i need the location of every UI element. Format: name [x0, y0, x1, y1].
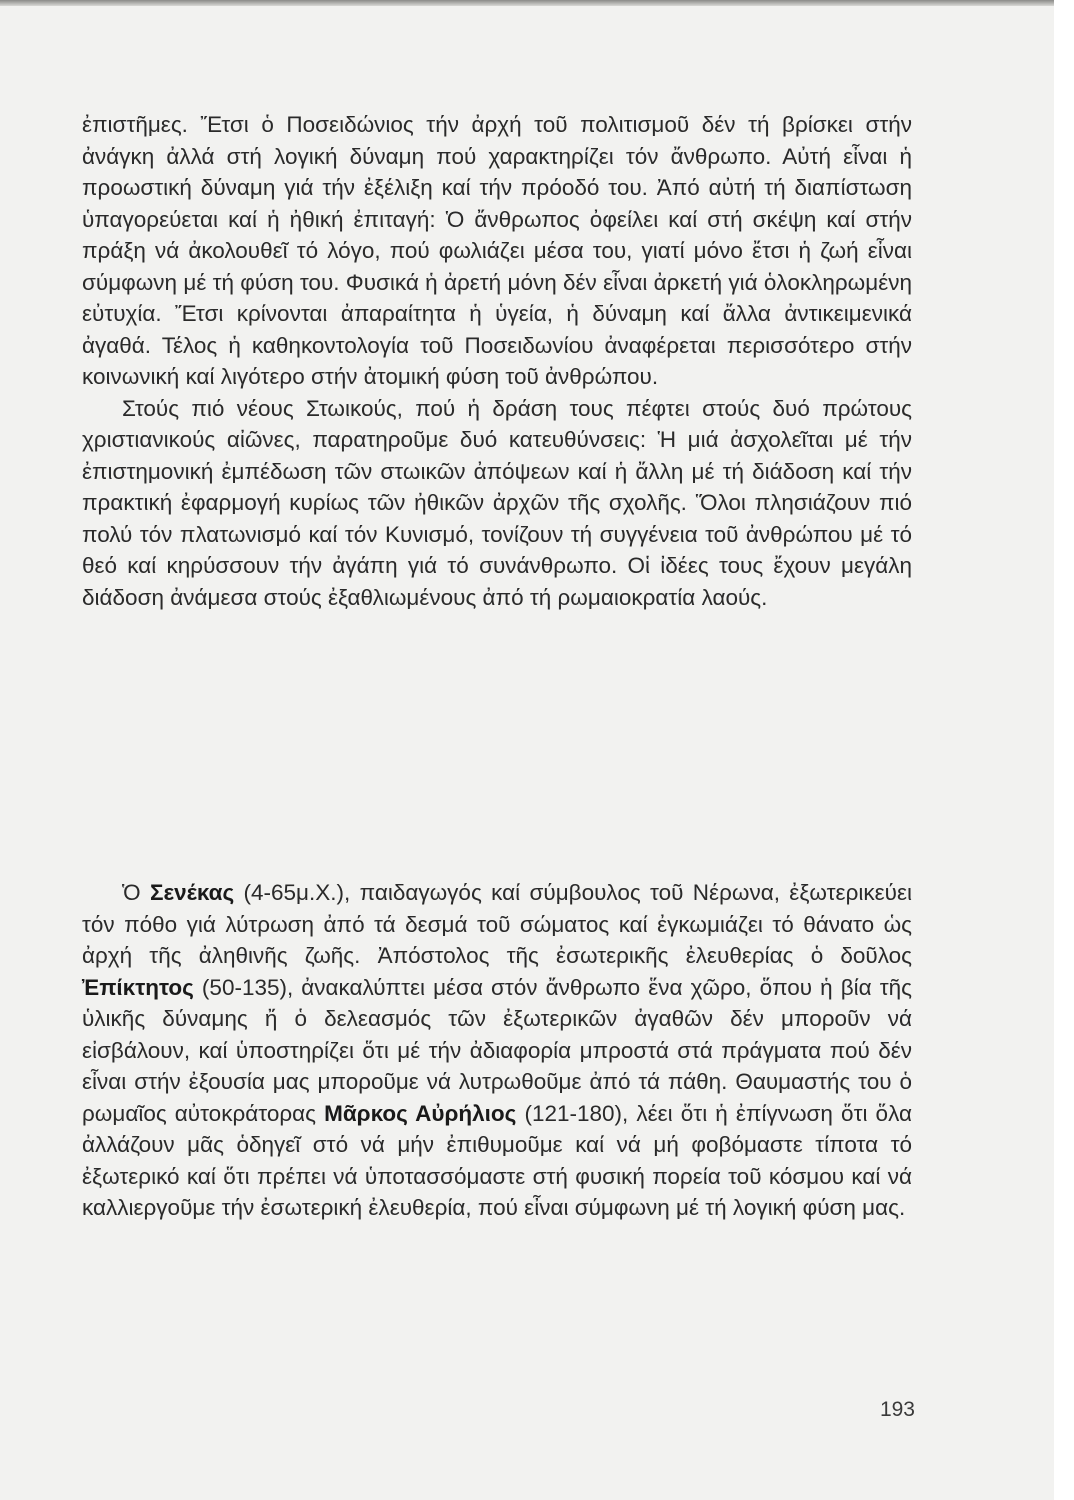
- paragraph-poseidonios: ἐπιστῆμες. Ἔτσι ὁ Ποσειδώνιος τήν ἀρχή τοῦ πολιτισμοῦ δέν τή βρίσκει στήν ἀνάγκη ἀλλά στή λογική δύναμη πού χαρακτηρίζει τόν ἄνθρωπο. Αὐτή εἶναι ἡ προωστική δύναμη γιά τήν ἐξέλιξη καί τήν πρόοδό του. Ἀπό αὐτή τή διαπίστωση ὑπαγορεύεται καί ἡ ἠθική ἐπιταγή: Ὁ ἄνθρωπος ὀφείλει καί στή σκέψη καί στήν πράξη νά ἀκολουθεῖ τό λόγο, πού φωλιάζει μέσα του, γιατί μόνο ἔτσι ἡ ζωή εἶναι σύμφωνη μέ τή φύση του. Φυσικά ἡ ἀρετή μόνη δέν εἶναι ἀρκετή γιά ὁλοκληρωμένη εὐτυχία. Ἔτσι κρίνονται ἀπαραίτητα ἡ ὑγεία, ἡ δύναμη καί ἄλλα ἀντικειμενικά ἀγαθά. Τέλος ἡ καθηκοντολογία τοῦ Ποσειδωνίου ἀναφέρεται περισσότερο στήν κοινωνική καί λιγότερο στήν ἀτομική φύση τοῦ ἀνθρώπου.: [82, 112, 912, 389]
- name-seneca: Σενέκας: [149, 880, 235, 905]
- paragraph-seneca-epictetus-marcus: [82, 877, 912, 1224]
- section-stoics: [82, 109, 912, 613]
- text-run: (50-135), ἀνακαλύπτει μέσα στόν ἄνθρωπο ἕνα χῶρο, ὅπου ἡ βία τῆς ὑλικῆς δύναμης ἤ ὁ δελεασμός τῶν ἐξωτερικῶν ἀγαθῶν δέν μποροῦν νά εἰσβάλουν, καί ὑποστηρίζει ὅτι μέ τήν ἀδιαφορία μπροστά στά πράγματα πού δέν εἶναι στήν ἐξουσία μας μποροῦμε νά λυτρωθοῦμε ἀπό τά πάθη. Θαυμαστής του ὁ ρωμαῖος αὐτοκράτορας: [82, 974, 912, 1126]
- page-number: 193: [879, 1398, 915, 1421]
- page-margin-right: [1054, 0, 1074, 1500]
- section-roman-stoics: [82, 877, 912, 1224]
- text-run: (4-65μ.Χ.), παιδαγωγός καί σύμβουλος τοῦ Νέρωνα, ἐξωτερικεύει τόν πόθο γιά λύτρωση ἀπό τά δεσμά τοῦ σώματος καί ἐγκωμιάζει τό θάνατο ὡς ἀρχή τῆς ἀληθινῆς ζωῆς. Ἀπόστολος τῆς ἐσωτερικῆς ἐλευθερίας ὁ δοῦλος: [82, 880, 912, 968]
- page-top-edge: [0, 0, 1054, 6]
- name-epictetus: Ἐπίκτητος: [82, 974, 194, 1000]
- text-run: Ὁ: [122, 880, 150, 905]
- text-run: (121-180), λέει ὅτι ἡ ἐπίγνωση ὅτι ὅλα ἀλλάζουν μᾶς ὁδηγεῖ στό νά μήν ἐπιθυμοῦμε καί νά μή φοβόμαστε τίποτα τό ἐξωτερικό καί ὅτι πρέπει νά ὑποτασσόμαστε στή φυσική πορεία τοῦ κόσμου καί νά καλλιεργοῦμε τήν ἐσωτερική ἐλευθερία, πού εἶναι σύμφωνη μέ τή λογική φύση μας.: [82, 1100, 912, 1220]
- paragraph-later-stoics: Στούς πιό νέους Στωικούς, πού ἡ δράση τους πέφτει στούς δυό πρώτους χριστιανικούς αἰῶνες, παρατηροῦμε δυό κατευθύνσεις: Ἡ μιά ἀσχολεῖται μέ τήν ἐπιστημονική ἐμπέδωση τῶν στωικῶν ἀπόψεων καί ἡ ἄλλη μέ τή διάδοση καί τήν πρακτική ἐφαρμογή κυρίως τῶν ἠθικῶν ἀρχῶν τῆς σχολῆς. Ὅλοι πλησιάζουν πιό πολύ τόν πλατωνισμό καί τόν Κυνισμό, τονίζουν τή συγγένεια τοῦ ἀνθρώπου μέ τό θεό καί κηρύσσουν τήν ἀγάπη γιά τό συνάνθρωπο. Οἱ ἰδέες τους ἔχουν μεγάλη διάδοση ἀνάμεσα στούς ἐξαθλιωμένους ἀπό τή ρωμαιοκρατία λαούς.: [82, 395, 912, 610]
- name-marcus-aurelius: Μᾶρκος Αὐρήλιος: [324, 1100, 517, 1126]
